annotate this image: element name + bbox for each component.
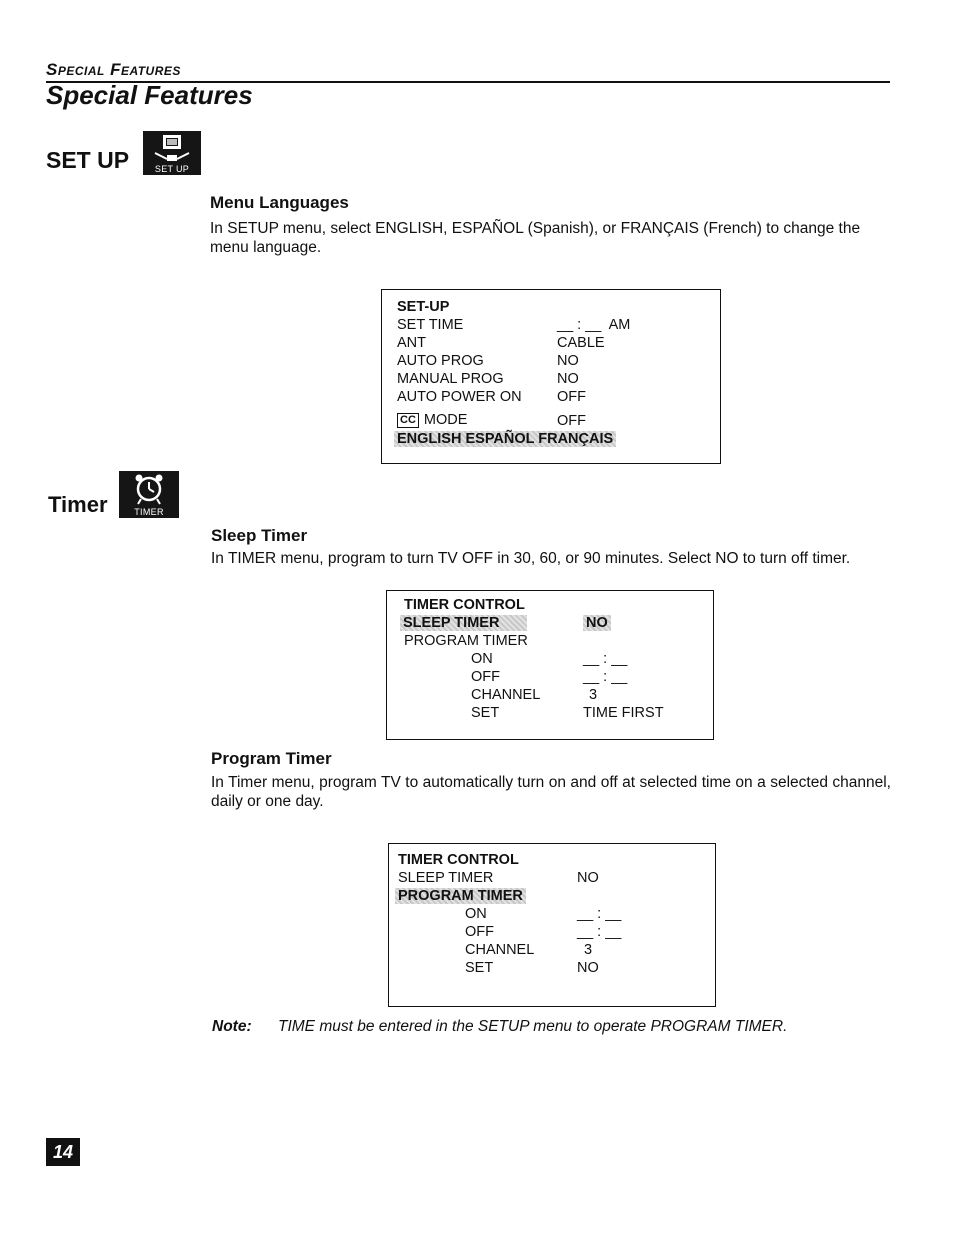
- timer-row-value: __ : __: [577, 924, 622, 940]
- sleep-timer-value: NO: [577, 870, 599, 886]
- sleep-timer-highlight-row: [400, 615, 527, 631]
- sleep-timer-menu-screen: [386, 590, 714, 740]
- page-number: 14: [46, 1138, 80, 1166]
- timer-row-value: NO: [577, 960, 599, 976]
- setup-menu-title: SET-UP: [397, 299, 450, 315]
- timer-row-value: __ : __: [583, 651, 628, 667]
- timer-menu-title: TIMER CONTROL: [404, 597, 525, 613]
- language-options: ENGLISH ESPAÑOL FRANÇAIS: [394, 431, 616, 447]
- timer-row-label: OFF: [471, 669, 500, 685]
- tv-setup-icon: [143, 131, 201, 175]
- program-timer-highlight-label: PROGRAM TIMER: [395, 888, 526, 904]
- timer-row-value: __ : __: [583, 669, 628, 685]
- setup-row-label: SET TIME: [397, 317, 464, 333]
- setup-icon-label: SET UP: [154, 164, 190, 174]
- note-label: Note:: [212, 1018, 252, 1035]
- setup-row-value: CABLE: [557, 335, 605, 351]
- timer-row-label: OFF: [465, 924, 494, 940]
- page-title: Special Features: [46, 80, 253, 110]
- timer-row-label: CHANNEL: [465, 942, 535, 958]
- timer-heading: Timer: [48, 492, 108, 517]
- timer-row-value: 3: [584, 942, 593, 958]
- setup-row-label: MANUAL PROG: [397, 371, 504, 387]
- sleep-timer-text: In TIMER menu, program to turn TV OFF in 30, 60, or 90 minutes. Select NO to turn off timer.: [211, 550, 851, 567]
- sleep-timer-heading: Sleep Timer: [211, 526, 308, 545]
- program-timer-label: PROGRAM TIMER: [404, 633, 528, 649]
- setup-row-label: AUTO POWER ON: [397, 389, 522, 405]
- timer-row-label: ON: [471, 651, 493, 667]
- program-timer-menu-screen: [388, 843, 716, 1007]
- closed-caption-icon: CC: [397, 413, 419, 428]
- setup-row-value: NO: [557, 353, 579, 369]
- sleep-timer-value: [583, 615, 611, 631]
- timer-row-label: SET: [465, 960, 494, 976]
- sleep-timer-highlight-label: SLEEP TIMER: [400, 615, 527, 631]
- timer-icon-label: TIMER: [134, 507, 164, 517]
- language-select-row: [394, 431, 616, 447]
- setup-heading: SET UP: [46, 147, 130, 173]
- timer-row-value: 3: [589, 687, 598, 703]
- sleep-timer-highlight-value: NO: [583, 615, 611, 631]
- cc-mode-label: MODE: [423, 412, 468, 428]
- program-timer-heading: Program Timer: [211, 749, 332, 768]
- timer-row-label: CHANNEL: [471, 687, 541, 703]
- setup-row-value: NO: [557, 371, 579, 387]
- timer-row-value: TIME FIRST: [583, 705, 664, 721]
- alarm-clock-icon: [119, 471, 179, 518]
- setup-row-value: __ : __ AM: [557, 317, 631, 333]
- program-timer-highlight-row: [395, 888, 526, 904]
- note-text: TIME must be entered in the SETUP menu to operate PROGRAM TIMER.: [278, 1018, 788, 1035]
- menu-languages-text: In SETUP menu, select ENGLISH, ESPAÑOL (Spanish), or FRANÇAIS (French) to change the menu language.: [210, 220, 861, 256]
- timer-row-label: ON: [465, 906, 487, 922]
- setup-row-label: ANT: [397, 335, 426, 351]
- running-header: Special Features: [46, 60, 181, 79]
- timer-row-label: SET: [471, 705, 500, 721]
- setup-row-value: OFF: [557, 389, 586, 405]
- timer-menu-title: TIMER CONTROL: [398, 852, 519, 868]
- program-timer-text: In Timer menu, program TV to automatically turn on and off at selected time on a selected channel, daily or one day.: [211, 774, 891, 810]
- setup-menu-screen: [381, 289, 721, 464]
- timer-row-value: __ : __: [577, 906, 622, 922]
- menu-languages-heading: Menu Languages: [210, 193, 349, 212]
- cc-mode-row: [397, 412, 467, 428]
- sleep-timer-label: SLEEP TIMER: [398, 870, 494, 886]
- setup-row-label: AUTO PROG: [397, 353, 484, 369]
- cc-mode-value: OFF: [557, 413, 586, 429]
